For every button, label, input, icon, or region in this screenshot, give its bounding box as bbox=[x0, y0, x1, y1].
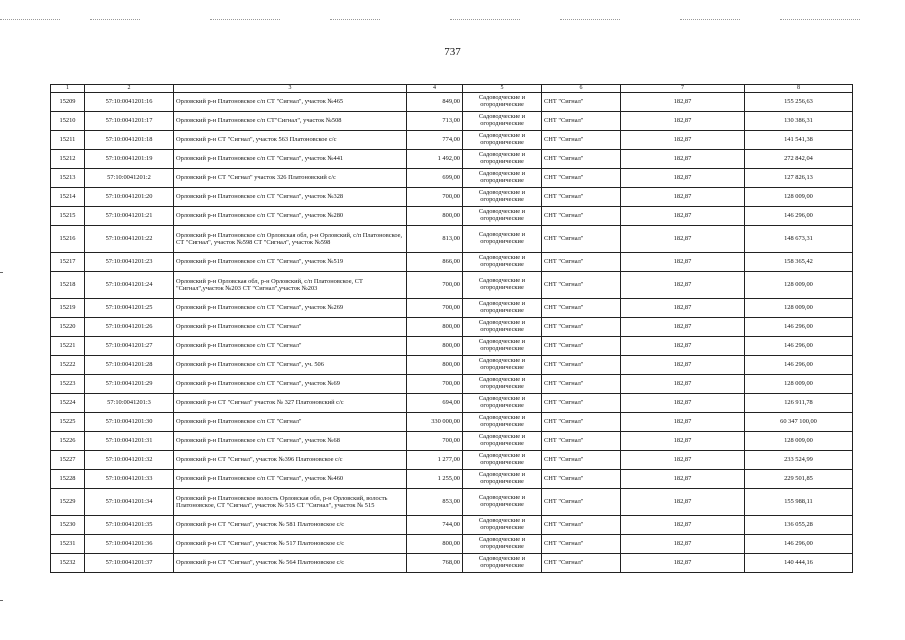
rate-cell: 182,87 bbox=[621, 374, 745, 393]
address-cell: Орловский р-н СТ "Сигнал", участок № 581 Платоновское с/с bbox=[174, 515, 407, 534]
row-number: 15210 bbox=[51, 111, 85, 130]
rate-cell: 182,87 bbox=[621, 168, 745, 187]
cadastral-number: 57:10:0041201:2 bbox=[85, 168, 174, 187]
land-use-cell: Садоводческие и огороднические bbox=[463, 534, 542, 553]
land-use-cell: Садоводческие и огороднические bbox=[463, 130, 542, 149]
area-cell: 700,00 bbox=[407, 374, 463, 393]
table-row bbox=[51, 187, 853, 206]
address-cell: Орловский р-н Платоновское волость Орловская обл, р-н Орловский, волость Платоновское, СТ "Сигнал", участок № 515 СТ "Сигнал", участок № 515 bbox=[174, 488, 407, 515]
area-cell: 800,00 bbox=[407, 336, 463, 355]
owner-cell: СНТ "Сигнал" bbox=[542, 298, 621, 317]
owner-cell: СНТ "Сигнал" bbox=[542, 355, 621, 374]
rate-cell: 182,87 bbox=[621, 111, 745, 130]
land-use-cell: Садоводческие и огороднические bbox=[463, 317, 542, 336]
land-use-cell: Садоводческие и огороднические bbox=[463, 149, 542, 168]
address-cell: Орловский р-н Платоновское с/п Орловская обл, р-н Орловский, с/п Платоновское, СТ "Сигнал", участок №598 СТ "Сигнал", участок №598 bbox=[174, 225, 407, 252]
column-header: 1 bbox=[51, 85, 85, 93]
cadastral-number: 57:10:0041201:17 bbox=[85, 111, 174, 130]
area-cell: 699,00 bbox=[407, 168, 463, 187]
area-cell: 700,00 bbox=[407, 271, 463, 298]
area-cell: 1 277,00 bbox=[407, 450, 463, 469]
cadastral-number: 57:10:0041201:36 bbox=[85, 534, 174, 553]
owner-cell: СНТ "Сигнал" bbox=[542, 412, 621, 431]
rate-cell: 182,87 bbox=[621, 488, 745, 515]
rate-cell: 182,87 bbox=[621, 317, 745, 336]
table-row bbox=[51, 469, 853, 488]
address-cell: Орловский р-н Платоновское с/п СТ "Сигнал", участок №519 bbox=[174, 252, 407, 271]
cadastral-number: 57:10:0041201:3 bbox=[85, 393, 174, 412]
table-row bbox=[51, 488, 853, 515]
area-cell: 800,00 bbox=[407, 206, 463, 225]
cadastral-value-cell: 128 009,00 bbox=[745, 298, 853, 317]
cadastral-value-cell: 146 296,00 bbox=[745, 336, 853, 355]
land-use-cell: Садоводческие и огороднические bbox=[463, 431, 542, 450]
cadastral-value-cell: 272 842,04 bbox=[745, 149, 853, 168]
cadastral-value-cell: 128 009,00 bbox=[745, 271, 853, 298]
address-cell: Орловский р-н Платоновское с/п СТ "Сигнал", участок №460 bbox=[174, 469, 407, 488]
area-cell: 774,00 bbox=[407, 130, 463, 149]
cadastral-number: 57:10:0041201:33 bbox=[85, 469, 174, 488]
column-header: 5 bbox=[463, 85, 542, 93]
cadastral-value-cell: 148 673,31 bbox=[745, 225, 853, 252]
address-cell: Орловский р-н СТ "Сигнал" участок 326 Платоновский с/с bbox=[174, 168, 407, 187]
owner-cell: СНТ "Сигнал" bbox=[542, 168, 621, 187]
page-number: 737 bbox=[444, 46, 461, 58]
rate-cell: 182,87 bbox=[621, 336, 745, 355]
address-cell: Орловский р-н Платоновское с/п СТ "Сигнал" bbox=[174, 336, 407, 355]
row-number: 15212 bbox=[51, 149, 85, 168]
cadastral-number: 57:10:0041201:24 bbox=[85, 271, 174, 298]
cadastral-value-cell: 60 347 100,00 bbox=[745, 412, 853, 431]
area-cell: 849,00 bbox=[407, 92, 463, 111]
cadastral-number: 57:10:0041201:27 bbox=[85, 336, 174, 355]
land-use-cell: Садоводческие и огороднические bbox=[463, 271, 542, 298]
column-header: 2 bbox=[85, 85, 174, 93]
row-number: 15229 bbox=[51, 488, 85, 515]
cadastral-number: 57:10:0041201:37 bbox=[85, 553, 174, 572]
row-number: 15231 bbox=[51, 534, 85, 553]
owner-cell: СНТ "Сигнал" bbox=[542, 469, 621, 488]
land-use-cell: Садоводческие и огороднические bbox=[463, 469, 542, 488]
scan-artifacts bbox=[0, 14, 905, 24]
rate-cell: 182,87 bbox=[621, 431, 745, 450]
table-row bbox=[51, 553, 853, 572]
row-number: 15232 bbox=[51, 553, 85, 572]
cadastral-number: 57:10:0041201:18 bbox=[85, 130, 174, 149]
scan-edge-mark bbox=[0, 600, 3, 601]
scan-noise-line bbox=[0, 19, 60, 20]
owner-cell: СНТ "Сигнал" bbox=[542, 206, 621, 225]
row-number: 15219 bbox=[51, 298, 85, 317]
table-row bbox=[51, 317, 853, 336]
owner-cell: СНТ "Сигнал" bbox=[542, 111, 621, 130]
cadastral-number: 57:10:0041201:32 bbox=[85, 450, 174, 469]
land-use-cell: Садоводческие и огороднические bbox=[463, 355, 542, 374]
rate-cell: 182,87 bbox=[621, 450, 745, 469]
area-cell: 800,00 bbox=[407, 534, 463, 553]
cadastral-number: 57:10:0041201:31 bbox=[85, 431, 174, 450]
cadastral-number: 57:10:0041201:29 bbox=[85, 374, 174, 393]
owner-cell: СНТ "Сигнал" bbox=[542, 534, 621, 553]
rate-cell: 182,87 bbox=[621, 271, 745, 298]
address-cell: Орловский р-н Платоновское с/п СТ "Сигнал" bbox=[174, 412, 407, 431]
cadastral-value-cell: 141 541,38 bbox=[745, 130, 853, 149]
cadastral-number: 57:10:0041201:16 bbox=[85, 92, 174, 111]
rate-cell: 182,87 bbox=[621, 187, 745, 206]
cadastral-value-cell: 158 365,42 bbox=[745, 252, 853, 271]
column-header: 7 bbox=[621, 85, 745, 93]
area-cell: 700,00 bbox=[407, 431, 463, 450]
cadastral-number: 57:10:0041201:20 bbox=[85, 187, 174, 206]
cadastral-value-cell: 233 524,99 bbox=[745, 450, 853, 469]
owner-cell: СНТ "Сигнал" bbox=[542, 225, 621, 252]
owner-cell: СНТ "Сигнал" bbox=[542, 336, 621, 355]
scan-noise-line bbox=[680, 19, 740, 20]
area-cell: 694,00 bbox=[407, 393, 463, 412]
table-row bbox=[51, 168, 853, 187]
address-cell: Орловский р-н СТ "Сигнал", участок 563 Платоновское с/с bbox=[174, 130, 407, 149]
scan-edge-mark bbox=[0, 272, 3, 273]
area-cell: 866,00 bbox=[407, 252, 463, 271]
land-use-cell: Садоводческие и огороднические bbox=[463, 168, 542, 187]
cadastral-number: 57:10:0041201:19 bbox=[85, 149, 174, 168]
owner-cell: СНТ "Сигнал" bbox=[542, 187, 621, 206]
cadastral-value-cell: 136 055,28 bbox=[745, 515, 853, 534]
area-cell: 813,00 bbox=[407, 225, 463, 252]
row-number: 15224 bbox=[51, 393, 85, 412]
row-number: 15213 bbox=[51, 168, 85, 187]
table-row bbox=[51, 355, 853, 374]
rate-cell: 182,87 bbox=[621, 412, 745, 431]
cadastral-number: 57:10:0041201:35 bbox=[85, 515, 174, 534]
cadastral-value-cell: 146 296,00 bbox=[745, 206, 853, 225]
address-cell: Орловский р-н Платоновское с/п СТ "Сигнал", уч. 506 bbox=[174, 355, 407, 374]
land-use-cell: Садоводческие и огороднические bbox=[463, 298, 542, 317]
scan-noise-line bbox=[560, 19, 620, 20]
rate-cell: 182,87 bbox=[621, 553, 745, 572]
area-cell: 1 255,00 bbox=[407, 469, 463, 488]
area-cell: 713,00 bbox=[407, 111, 463, 130]
owner-cell: СНТ "Сигнал" bbox=[542, 92, 621, 111]
scan-noise-line bbox=[780, 19, 860, 20]
table-row bbox=[51, 252, 853, 271]
row-number: 15218 bbox=[51, 271, 85, 298]
land-use-cell: Садоводческие и огороднические bbox=[463, 206, 542, 225]
owner-cell: СНТ "Сигнал" bbox=[542, 515, 621, 534]
row-number: 15225 bbox=[51, 412, 85, 431]
owner-cell: СНТ "Сигнал" bbox=[542, 130, 621, 149]
rate-cell: 182,87 bbox=[621, 206, 745, 225]
land-use-cell: Садоводческие и огороднические bbox=[463, 412, 542, 431]
table-row bbox=[51, 92, 853, 111]
cadastral-number: 57:10:0041201:23 bbox=[85, 252, 174, 271]
row-number: 15209 bbox=[51, 92, 85, 111]
row-number: 15223 bbox=[51, 374, 85, 393]
land-use-cell: Садоводческие и огороднические bbox=[463, 92, 542, 111]
table-row bbox=[51, 515, 853, 534]
cadastral-value-cell: 127 826,13 bbox=[745, 168, 853, 187]
cadastral-number: 57:10:0041201:22 bbox=[85, 225, 174, 252]
cadastral-number: 57:10:0041201:34 bbox=[85, 488, 174, 515]
address-cell: Орловский р-н СТ "Сигнал", участок № 517 Платоновское с/с bbox=[174, 534, 407, 553]
rate-cell: 182,87 bbox=[621, 130, 745, 149]
table-header-row bbox=[51, 85, 853, 93]
row-number: 15214 bbox=[51, 187, 85, 206]
land-use-cell: Садоводческие и огороднические bbox=[463, 450, 542, 469]
rate-cell: 182,87 bbox=[621, 149, 745, 168]
owner-cell: СНТ "Сигнал" bbox=[542, 252, 621, 271]
cadastral-value-cell: 130 386,31 bbox=[745, 111, 853, 130]
table-row bbox=[51, 271, 853, 298]
area-cell: 700,00 bbox=[407, 298, 463, 317]
table-row bbox=[51, 225, 853, 252]
cadastral-value-cell: 155 256,63 bbox=[745, 92, 853, 111]
cadastral-value-cell: 146 296,00 bbox=[745, 355, 853, 374]
owner-cell: СНТ "Сигнал" bbox=[542, 553, 621, 572]
land-use-cell: Садоводческие и огороднические bbox=[463, 336, 542, 355]
address-cell: Орловский р-н Платоновское с/п СТ "Сигнал", участок №269 bbox=[174, 298, 407, 317]
area-cell: 800,00 bbox=[407, 317, 463, 336]
column-header: 3 bbox=[174, 85, 407, 93]
cadastral-value-cell: 128 009,00 bbox=[745, 431, 853, 450]
column-header: 6 bbox=[542, 85, 621, 93]
land-use-cell: Садоводческие и огороднические bbox=[463, 252, 542, 271]
land-use-cell: Садоводческие и огороднические bbox=[463, 393, 542, 412]
owner-cell: СНТ "Сигнал" bbox=[542, 271, 621, 298]
owner-cell: СНТ "Сигнал" bbox=[542, 431, 621, 450]
row-number: 15227 bbox=[51, 450, 85, 469]
cadastral-value-cell: 146 296,00 bbox=[745, 534, 853, 553]
area-cell: 1 492,00 bbox=[407, 149, 463, 168]
cadastral-value-cell: 229 501,85 bbox=[745, 469, 853, 488]
address-cell: Орловский р-н Платоновское с/п СТ "Сигнал", участок №328 bbox=[174, 187, 407, 206]
cadastral-number: 57:10:0041201:30 bbox=[85, 412, 174, 431]
table-row bbox=[51, 149, 853, 168]
rate-cell: 182,87 bbox=[621, 515, 745, 534]
row-number: 15216 bbox=[51, 225, 85, 252]
row-number: 15221 bbox=[51, 336, 85, 355]
column-header: 8 bbox=[745, 85, 853, 93]
land-use-cell: Садоводческие и огороднические bbox=[463, 225, 542, 252]
land-use-cell: Садоводческие и огороднические bbox=[463, 187, 542, 206]
rate-cell: 182,87 bbox=[621, 355, 745, 374]
table-row bbox=[51, 450, 853, 469]
address-cell: Орловский р-н Платоновское с/п СТ "Сигнал", участок №441 bbox=[174, 149, 407, 168]
land-use-cell: Садоводческие и огороднические bbox=[463, 111, 542, 130]
rate-cell: 182,87 bbox=[621, 252, 745, 271]
cadastral-value-cell: 155 988,11 bbox=[745, 488, 853, 515]
table-row bbox=[51, 534, 853, 553]
row-number: 15228 bbox=[51, 469, 85, 488]
table-row bbox=[51, 130, 853, 149]
address-cell: Орловский р-н СТ "Сигнал", участок № 564 Платоновское с/с bbox=[174, 553, 407, 572]
land-use-cell: Садоводческие и огороднические bbox=[463, 488, 542, 515]
rate-cell: 182,87 bbox=[621, 298, 745, 317]
cadastral-number: 57:10:0041201:28 bbox=[85, 355, 174, 374]
address-cell: Орловский р-н СТ "Сигнал" участок № 327 Платоновский с/с bbox=[174, 393, 407, 412]
owner-cell: СНТ "Сигнал" bbox=[542, 149, 621, 168]
area-cell: 700,00 bbox=[407, 187, 463, 206]
address-cell: Орловский р-н Платоновское с/п СТ "Сигнал", участок №69 bbox=[174, 374, 407, 393]
land-use-cell: Садоводческие и огороднические bbox=[463, 374, 542, 393]
cadastral-value-cell: 140 444,16 bbox=[745, 553, 853, 572]
cadastral-number: 57:10:0041201:26 bbox=[85, 317, 174, 336]
owner-cell: СНТ "Сигнал" bbox=[542, 317, 621, 336]
address-cell: Орловский р-н Платоновское с/п СТ "Сигнал", участок №280 bbox=[174, 206, 407, 225]
row-number: 15220 bbox=[51, 317, 85, 336]
owner-cell: СНТ "Сигнал" bbox=[542, 450, 621, 469]
cadastral-value-cell: 146 296,00 bbox=[745, 317, 853, 336]
cadastral-value-cell: 128 009,00 bbox=[745, 187, 853, 206]
address-cell: Орловский р-н Платоновское с/п СТ "Сигнал", участок №68 bbox=[174, 431, 407, 450]
area-cell: 744,00 bbox=[407, 515, 463, 534]
area-cell: 853,00 bbox=[407, 488, 463, 515]
scan-noise-line bbox=[90, 19, 140, 20]
area-cell: 800,00 bbox=[407, 355, 463, 374]
rate-cell: 182,87 bbox=[621, 469, 745, 488]
table-row bbox=[51, 111, 853, 130]
owner-cell: СНТ "Сигнал" bbox=[542, 393, 621, 412]
cadastral-number: 57:10:0041201:25 bbox=[85, 298, 174, 317]
table-row bbox=[51, 431, 853, 450]
row-number: 15230 bbox=[51, 515, 85, 534]
address-cell: Орловский р-н Платоновское с/п СТ"Сигнал", участок №508 bbox=[174, 111, 407, 130]
rate-cell: 182,87 bbox=[621, 225, 745, 252]
cadastral-number: 57:10:0041201:21 bbox=[85, 206, 174, 225]
row-number: 15222 bbox=[51, 355, 85, 374]
table-row bbox=[51, 336, 853, 355]
owner-cell: СНТ "Сигнал" bbox=[542, 374, 621, 393]
area-cell: 768,00 bbox=[407, 553, 463, 572]
address-cell: Орловский р-н СТ "Сигнал", участок №396 Платоновское с/с bbox=[174, 450, 407, 469]
land-use-cell: Садоводческие и огороднические bbox=[463, 553, 542, 572]
area-cell: 330 000,00 bbox=[407, 412, 463, 431]
cadastral-value-cell: 128 009,00 bbox=[745, 374, 853, 393]
table-row bbox=[51, 393, 853, 412]
rate-cell: 182,87 bbox=[621, 534, 745, 553]
scan-noise-line bbox=[210, 19, 280, 20]
land-use-cell: Садоводческие и огороднические bbox=[463, 515, 542, 534]
registry-table bbox=[50, 84, 853, 573]
address-cell: Орловский р-н Орловская обл, р-н Орловский, с/п Платоновское, СТ "Сигнал",участок №203 СТ "Сигнал",участок №203 bbox=[174, 271, 407, 298]
column-header: 4 bbox=[407, 85, 463, 93]
cadastral-value-cell: 126 911,78 bbox=[745, 393, 853, 412]
row-number: 15226 bbox=[51, 431, 85, 450]
table-row bbox=[51, 206, 853, 225]
table-row bbox=[51, 298, 853, 317]
rate-cell: 182,87 bbox=[621, 393, 745, 412]
row-number: 15217 bbox=[51, 252, 85, 271]
table-row bbox=[51, 412, 853, 431]
row-number: 15211 bbox=[51, 130, 85, 149]
rate-cell: 182,87 bbox=[621, 92, 745, 111]
address-cell: Орловский р-н Платоновское с/п СТ "Сигнал", участок №465 bbox=[174, 92, 407, 111]
row-number: 15215 bbox=[51, 206, 85, 225]
address-cell: Орловский р-н Платоновское с/п СТ "Сигнал" bbox=[174, 317, 407, 336]
scan-noise-line bbox=[450, 19, 520, 20]
owner-cell: СНТ "Сигнал" bbox=[542, 488, 621, 515]
table-row bbox=[51, 374, 853, 393]
scan-noise-line bbox=[330, 19, 380, 20]
